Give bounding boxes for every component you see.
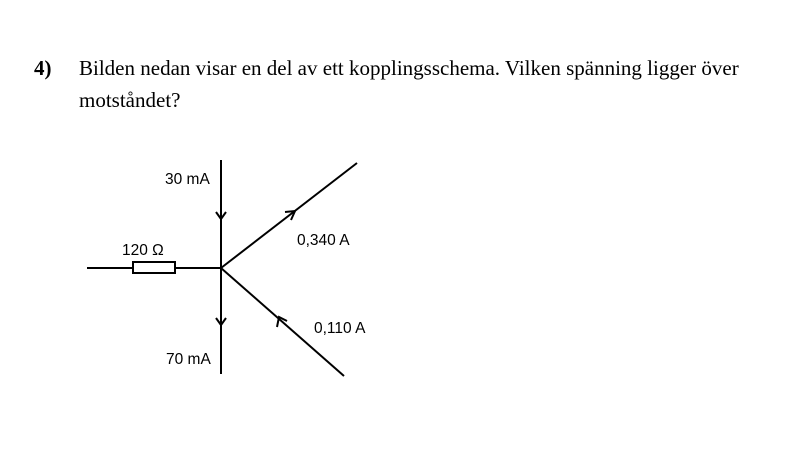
upper-branch-current-label: 0,340 A	[297, 232, 350, 249]
upper-branch-wire	[221, 163, 357, 268]
question-text: Bilden nedan visar en del av ett kopplingsschema. Vilken spänning ligger över motståndet?	[79, 56, 739, 112]
lower-branch-current-label: 0,110 A	[314, 320, 366, 337]
top-current-label: 30 mA	[165, 171, 210, 188]
resistor-label: 120 Ω	[122, 242, 164, 259]
question-number: 4)	[34, 56, 52, 80]
bottom-current-label: 70 mA	[166, 351, 211, 368]
resistor	[133, 262, 175, 273]
